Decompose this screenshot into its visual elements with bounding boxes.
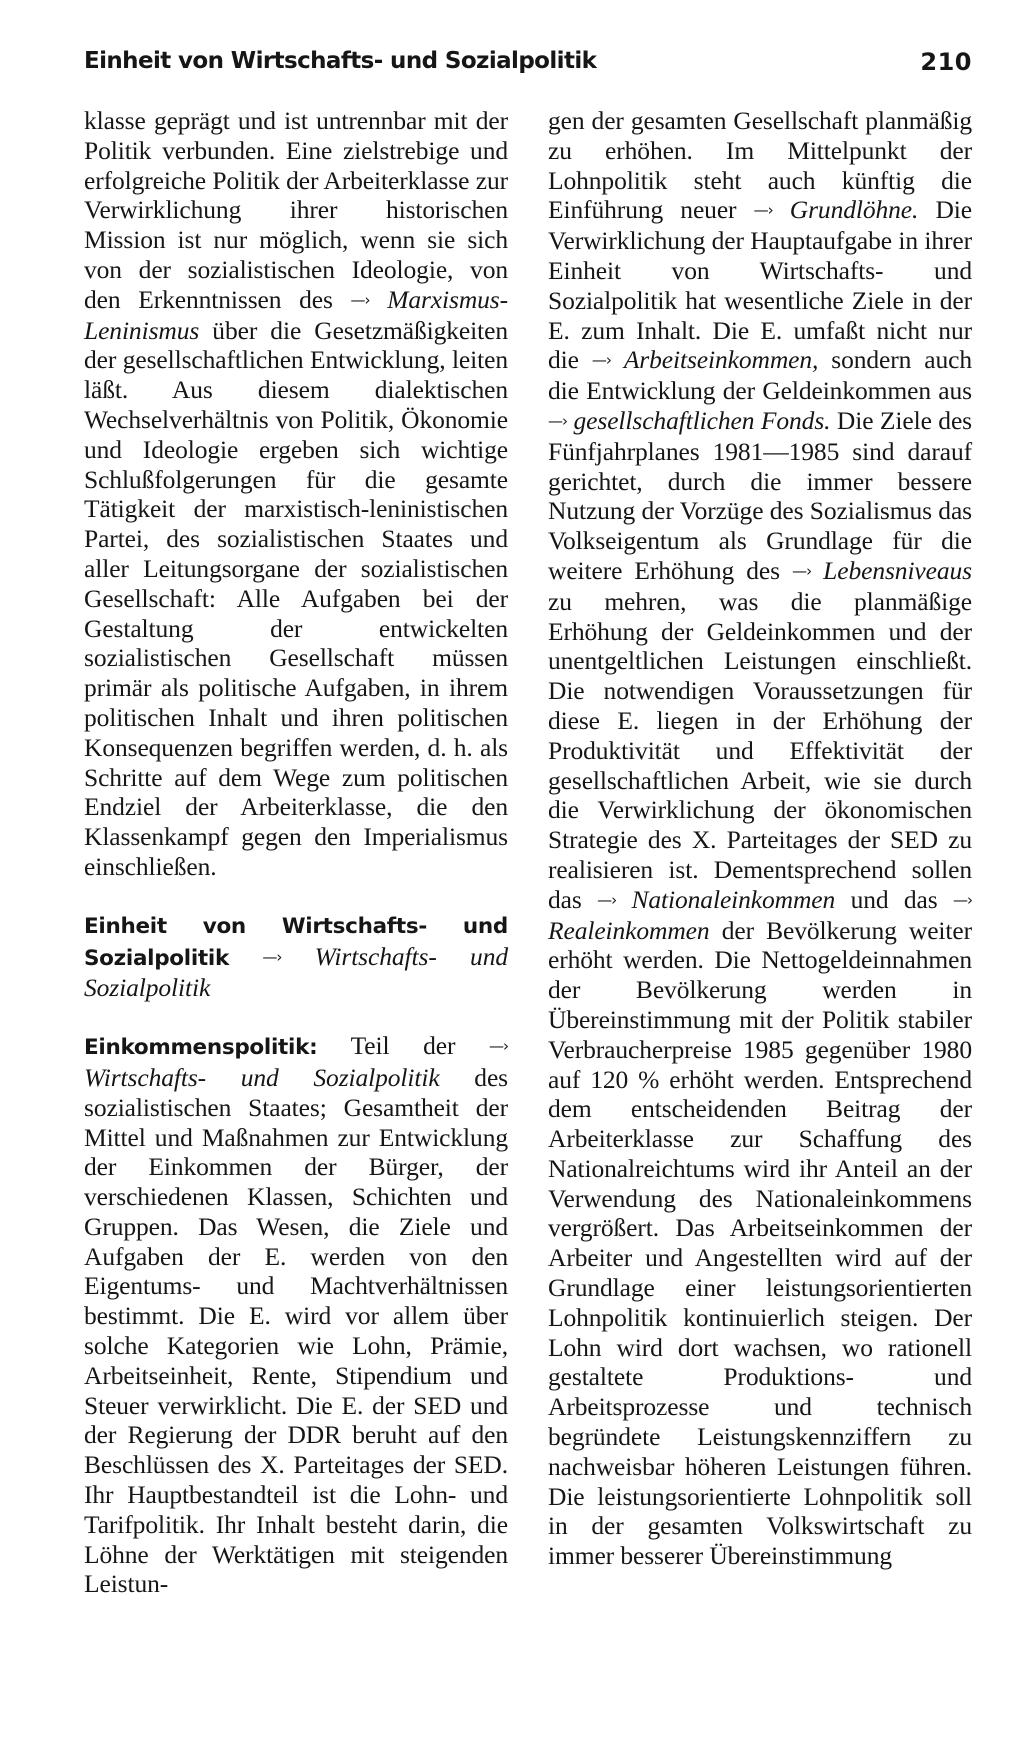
cross-reference[interactable]: Lebensniveaus [823,555,972,585]
body-text: Die Ziele des Fünfjahrplanes 1981—1985 sind darauf gerichtet, durch die immer bessere Nutzung der Vorzüge des Sozialismus das Volkseigentum als Grundlage für die weitere Erhöhung des [548,405,972,585]
body-text: gen der gesamten Gesellschaft planmäßig zu erhöhen. Im Mittelpunkt der Lohnpolitik steht auch künftig die Einführung neuer [548,106,972,225]
cross-reference-arrow-icon: —› [597,890,617,909]
body-text: Teil der [350,1031,456,1061]
cross-reference-arrow-icon: —› [591,351,611,370]
cross-reference-arrow-icon: —› [262,947,282,966]
entry-continuation [548,106,972,1571]
entry-einkommenspolitik [84,1031,508,1599]
body-text: der Bevölkerung weiter erhöht werden. Die Nettogeldeinnahmen der Bevölkerung werden in Übereinstimmung mit der Politik stabiler Verbraucherpreise 1985 gegenüber 1980 auf 120 % erhöht werden. Entsprechend dem entscheidenden Beitrag der Arbeiterklasse zur Schaffung des Nationalreichtums wird ihr Anteil an der Verwendung des Nationaleinkommens vergrößert. Das Arbeitseinkommen der Arbeiter und Angestellten wird auf der Grundlage einer leistungsorientierten Lohnpolitik kontinuierlich steigen. Der Lohn wird dort wachsen, wo rationell gestaltete Produktions- und Arbeitsprozesse und technisch begründete Leistungskennziffern zu nachweisbar höheren Leistungen führen. Die leistungsorientierte Lohnpolitik soll in der gesamten Volkswirtschaft zu immer besserer Übereinstimmung [548,915,973,1571]
right-column [548,106,972,1571]
body-text: sondern auch die Entwicklung der Geldeinkommen aus [548,345,973,406]
continuation-paragraph [84,106,508,882]
cross-reference-arrow-icon: —› [548,411,567,430]
body-text: und das [850,884,938,914]
body-text: des sozialistischen Staates; Gesamtheit der Mittel und Maßnahmen zur Entwicklung der Einkommen der Bürger, der verschiedenen Klassen, Schichten und Gruppen. Das Wesen, die Ziele und Aufgaben der E. werden von den Eigentums- und Machtverhältnissen bestimmt. Die E. wird vor allem über solche Kategorien wie Lohn, Prämie, Arbeitseinheit, Rente, Stipendium und Steuer verwirklicht. Die E. der SED und der Regierung der DDR beruht auf den Beschlüssen des X. Parteitages der SED. Ihr Hauptbestandteil ist die Lohn- und Tarifpolitik. Ihr Inhalt besteht darin, die Löhne der Werktätigen mit steigenden Leistun- [84,1062,508,1599]
cross-reference-arrow-icon: —› [792,561,812,580]
entry-headword: Einheit von Wirtschafts- und Sozialpolitik [84,913,508,971]
cross-reference-arrow-icon: —› [489,1037,508,1056]
body-text: über die Gesetzmäßigkeiten der gesellschaftlichen Entwicklung, leiten läßt. Aus diesem dialektischen Wechselverhältnis von Politik, Ökonomie und Ideologie ergeben sich wichtige Schlußfolgerungen für die gesamte Tätigkeit der marxistisch-leninistischen Partei, des sozialistischen Staates und aller Leitungsorgane der sozialistischen Gesellschaft: Alle Aufgaben bei der Gestaltung der entwickelten sozialistischen Gesellschaft müssen primär als politische Aufgaben, in ihrem politischen Inhalt und ihren politischen Konsequenzen begriffen werden, d. h. als Schritte auf dem Wege zum politischen Endziel der Arbeiterklasse, die den Klassenkampf gegen den Imperialismus einschließen. [84,315,508,881]
body-text: zu mehren, was die planmäßige Erhöhung der Geldeinkommen und der unentgeltlichen Leistungen einschließt. Die notwendigen Voraussetzungen für diese E. liegen in der Erhöhung der Produktivität und Effektivität der gesellschaftlichen Arbeit, wie sie durch die Verwirklichung der ökonomischen Strategie des X. Parteitages der SED zu realisieren ist. Dementsprechend sollen das [548,586,972,914]
cross-reference[interactable]: Wirtschafts- und Sozialpolitik [84,941,508,1003]
page-number: 210 [920,48,972,76]
cross-reference[interactable]: Nationaleinkommen [631,884,836,914]
cross-reference[interactable]: gesellschaftlichen Fonds. [573,405,831,435]
cross-reference[interactable]: Wirtschafts- und Sozialpolitik [84,1062,440,1092]
body-text: Die Verwirklichung der Hauptaufgabe in ihrer Einheit von Wirtschafts- und Sozialpolitik hat wesentliche Ziele in der E. zum Inhalt. Die E. umfaßt nicht nur die [548,195,973,375]
cross-reference-arrow-icon: —› [350,290,370,309]
page-header [84,48,972,88]
cross-reference[interactable]: Arbeitseinkommen, [623,345,819,375]
body-text: klasse geprägt und ist untrennbar mit der Politik verbunden. Eine zielstrebige und erfolgreiche Politik der Arbeiterklasse zur Verwirklichung ihrer historischen Mission ist nur möglich, wenn sie sich von der sozialistischen Ideologie, von den Erkenntnissen des [84,106,508,314]
cross-reference[interactable]: Grundlöhne. [789,195,919,225]
running-head: Einheit von Wirtschafts- und Sozialpolitik [84,48,597,74]
cross-reference-arrow-icon: —› [952,890,972,909]
left-column [84,106,508,1599]
cross-reference[interactable]: Marxismus-Leninismus [84,284,509,345]
entry-einheit [84,910,508,1003]
entry-headword: Einkommenspolitik: [84,1035,318,1061]
cross-reference-arrow-icon: —› [753,201,773,220]
cross-reference[interactable]: Realeinkommen [548,915,710,945]
